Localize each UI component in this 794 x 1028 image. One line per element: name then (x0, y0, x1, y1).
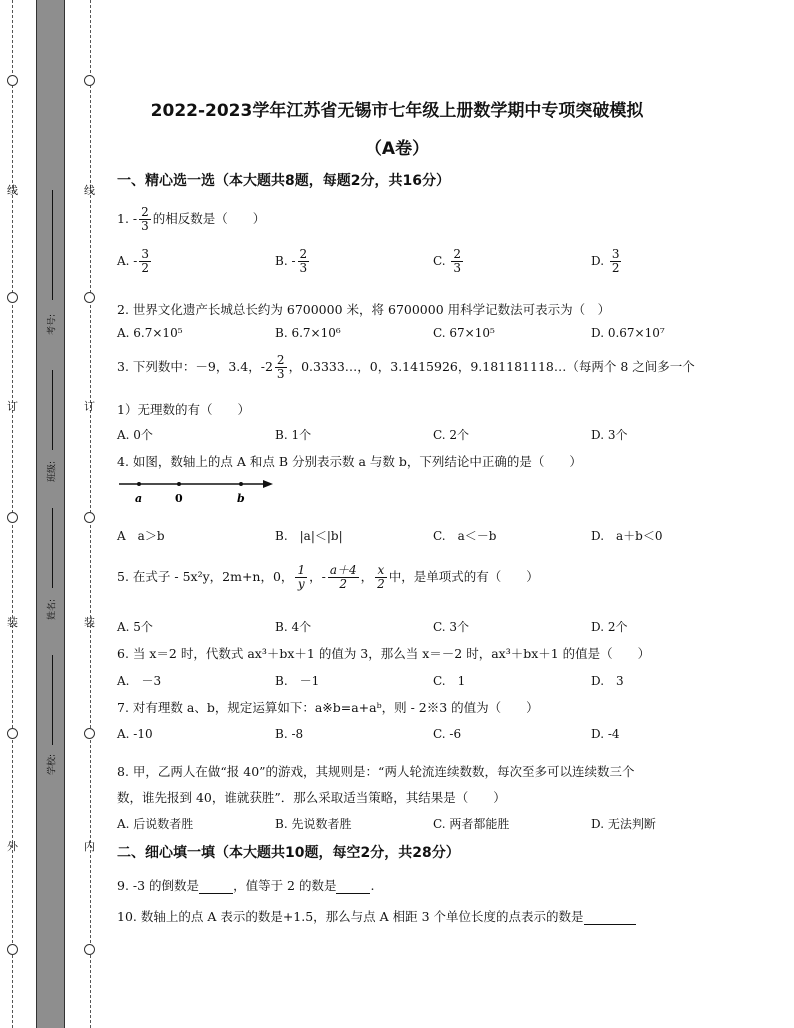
strip-right-edge (64, 0, 65, 1028)
frac-num: 3 (611, 247, 620, 261)
q1-option-d (591, 248, 623, 275)
inner-char-ding: 订 (84, 400, 95, 413)
q9-part3: . (370, 878, 375, 893)
question-8: 8. 甲，乙两人在做“报 40”的游戏，其规则是：“两人轮流连续数数，每次至多可以连续数三个 (117, 764, 635, 779)
q9-blank-1[interactable] (199, 878, 233, 894)
inner-hole-circle (84, 944, 95, 955)
q2-option-b: B. 6.7×10⁶ (275, 326, 341, 340)
frac-num: a＋4 (329, 563, 357, 577)
q5-option-b: B. 4个 (275, 620, 312, 634)
q3-option-c: C. 2个 (433, 428, 470, 442)
question-6: 6. 当 x＝2 时，代数式 ax³＋bx＋1 的值为 3，那么当 x＝－2 时，ax³＋bx＋1 的值是（ ） (117, 646, 651, 661)
q10-text: 10. 数轴上的点 A 表示的数是+1.5，那么与点 A 相距 3 个单位长度的点表示的数是 (117, 909, 584, 924)
exam-subtitle: （A卷） (364, 139, 430, 159)
q6-option-b: B. －1 (275, 674, 320, 688)
q7-option-b: B. -8 (275, 727, 304, 741)
q3-option-b: B. 1个 (275, 428, 312, 442)
q9-part1: 9. -3 的倒数是 (117, 878, 200, 893)
frac-num: 1 (297, 563, 306, 577)
q4-option-a: A a＞b (117, 529, 165, 543)
frac-den: 2 (339, 577, 348, 592)
q9-blank-2[interactable] (336, 878, 370, 894)
label-zero: 0 (175, 492, 183, 505)
frac-den: 2 (141, 261, 149, 276)
q1-option-a (117, 248, 153, 275)
q4-option-b: B. |a|＜|b| (275, 529, 343, 543)
school-label: 学校: (47, 753, 58, 776)
option-label: C. (433, 254, 450, 269)
exam-number-line (52, 190, 53, 300)
exam-title: 2022-2023学年江苏省无锡市七年级上册数学期中专项突破模拟 (150, 101, 644, 121)
label-a: a (135, 492, 143, 505)
q8-option-a: A. 后说数者胜 (117, 817, 194, 831)
section-2-heading: 二、细心填一填（本大题共10题，每空2分，共28分） (117, 845, 460, 861)
frac-num: x (375, 564, 387, 578)
outer-hole-circle (7, 75, 18, 86)
school-line (52, 655, 53, 745)
question-10 (117, 907, 636, 925)
outer-hole-circle (7, 728, 18, 739)
number-line-figure (117, 474, 277, 508)
q5-sep1: ，- (309, 569, 326, 585)
frac-num: 2 (299, 247, 308, 261)
inner-hole-circle (84, 292, 95, 303)
q5-sep2: ， (360, 569, 374, 585)
q2-option-d: D. 0.67×10⁷ (591, 326, 665, 340)
frac-den: 3 (453, 261, 462, 276)
q7-option-c: C. -6 (433, 727, 462, 741)
q3-part2: ，0.3333…，0，3.1415926，9.181181118…（每两个 8 之间多一个 (288, 359, 695, 375)
frac-den: 2 (377, 577, 385, 592)
option-fraction (139, 248, 151, 275)
q5-suffix: 中，是单项式的有（ ） (388, 569, 539, 585)
strip-left-edge (36, 0, 37, 1028)
q3-fraction (275, 354, 287, 381)
q5-fraction-3 (375, 564, 387, 591)
name-line (52, 508, 53, 588)
exam-number-label: 考号: (47, 313, 58, 336)
frac-den: 2 (611, 261, 620, 276)
question-1 (117, 206, 265, 233)
inner-char-xian: 线 (84, 184, 95, 197)
inner-char-nei: 内 (84, 840, 95, 853)
option-label: A. - (117, 254, 138, 269)
option-label: B. - (275, 254, 296, 269)
q5-fraction-2 (328, 564, 359, 591)
outer-char-ding: 订 (7, 400, 18, 413)
outer-hole-circle (7, 944, 18, 955)
q1-fraction (139, 206, 151, 233)
inner-hole-circle (84, 512, 95, 523)
q3-part1: 3. 下列数中：－9，3.4，-2 (117, 359, 273, 375)
q1-frac-num: 2 (141, 205, 149, 219)
frac-num: 3 (141, 247, 149, 261)
option-fraction (610, 248, 622, 275)
label-b: b (237, 492, 245, 505)
q5-option-c: C. 3个 (433, 620, 470, 634)
frac-num: 2 (276, 353, 285, 367)
q1-prefix: 1. - (117, 211, 138, 227)
frac-den: 3 (299, 261, 308, 276)
gray-binding-strip (36, 0, 64, 1028)
name-label: 姓名: (47, 598, 58, 621)
option-label: D. (591, 254, 608, 269)
q6-option-c: C. 1 (433, 674, 466, 688)
q1-option-b (275, 248, 311, 275)
question-3 (117, 354, 695, 381)
section-1-heading: 一、精心选一选（本大题共8题，每题2分，共16分） (117, 173, 450, 189)
q1-suffix: 的相反数是（ ） (152, 211, 266, 227)
q3-option-a: A. 0个 (117, 428, 153, 442)
question-8-line2: 数，谁先报到 40，谁就获胜”．那么采取适当策略，其结果是（ ） (117, 790, 506, 805)
frac-num: 2 (453, 247, 462, 261)
question-4: 4. 如图，数轴上的点 A 和点 B 分别表示数 a 与数 b，下列结论中正确的是（ ） (117, 454, 582, 469)
frac-den: y (297, 577, 305, 592)
binding-margin (0, 0, 100, 1028)
q5-option-a: A. 5个 (117, 620, 153, 634)
question-9 (117, 876, 374, 894)
q9-part2: ，值等于 2 的数是 (233, 878, 337, 893)
q8-option-c: C. 两者都能胜 (433, 817, 510, 831)
q7-option-a: A. -10 (117, 727, 153, 741)
q4-option-c: C. a＜－b (433, 529, 497, 543)
q4-option-d: D. a＋b＜0 (591, 529, 663, 543)
q3-option-d: D. 3个 (591, 428, 628, 442)
q7-option-d: D. -4 (591, 727, 620, 741)
class-line (52, 370, 53, 450)
outer-hole-circle (7, 512, 18, 523)
q2-option-c: C. 67×10⁵ (433, 326, 495, 340)
point-b (239, 482, 243, 486)
point-a (137, 482, 141, 486)
frac-den: 3 (276, 367, 285, 382)
q6-option-d: D. 3 (591, 674, 624, 688)
inner-hole-circle (84, 75, 95, 86)
option-fraction (298, 248, 310, 275)
class-label: 班级: (47, 460, 58, 483)
outer-char-wai: 外 (7, 840, 18, 853)
q6-option-a: A. －3 (117, 674, 162, 688)
outer-hole-circle (7, 292, 18, 303)
q5-option-d: D. 2个 (591, 620, 628, 634)
question-7: 7. 对有理数 a、b，规定运算如下：a※b=a+aᵇ，则 - 2※3 的值为（ ） (117, 700, 539, 715)
question-2: 2. 世界文化遗产长城总长约为 6700000 米，将 6700000 用科学记数法可表示为（ ） (117, 302, 611, 317)
arrow-head-icon (263, 480, 273, 488)
question-3-line2: 1）无理数的有（ ） (117, 402, 250, 417)
inner-char-zhuang: 装 (84, 616, 95, 629)
q8-option-d: D. 无法判断 (591, 817, 656, 831)
q1-option-c (433, 248, 465, 275)
q10-blank[interactable] (584, 909, 636, 925)
point-origin (177, 482, 181, 486)
q1-frac-den: 3 (141, 219, 149, 234)
option-fraction (451, 248, 463, 275)
inner-hole-circle (84, 728, 95, 739)
q2-option-a: A. 6.7×10⁵ (117, 326, 183, 340)
q5-fraction-1 (295, 564, 307, 591)
outer-char-xian: 线 (7, 184, 18, 197)
q5-prefix: 5. 在式子 - 5x²y，2m+n，0， (117, 569, 294, 585)
question-5 (117, 564, 539, 591)
q8-option-b: B. 先说数者胜 (275, 817, 352, 831)
outer-char-zhuang: 装 (7, 616, 18, 629)
